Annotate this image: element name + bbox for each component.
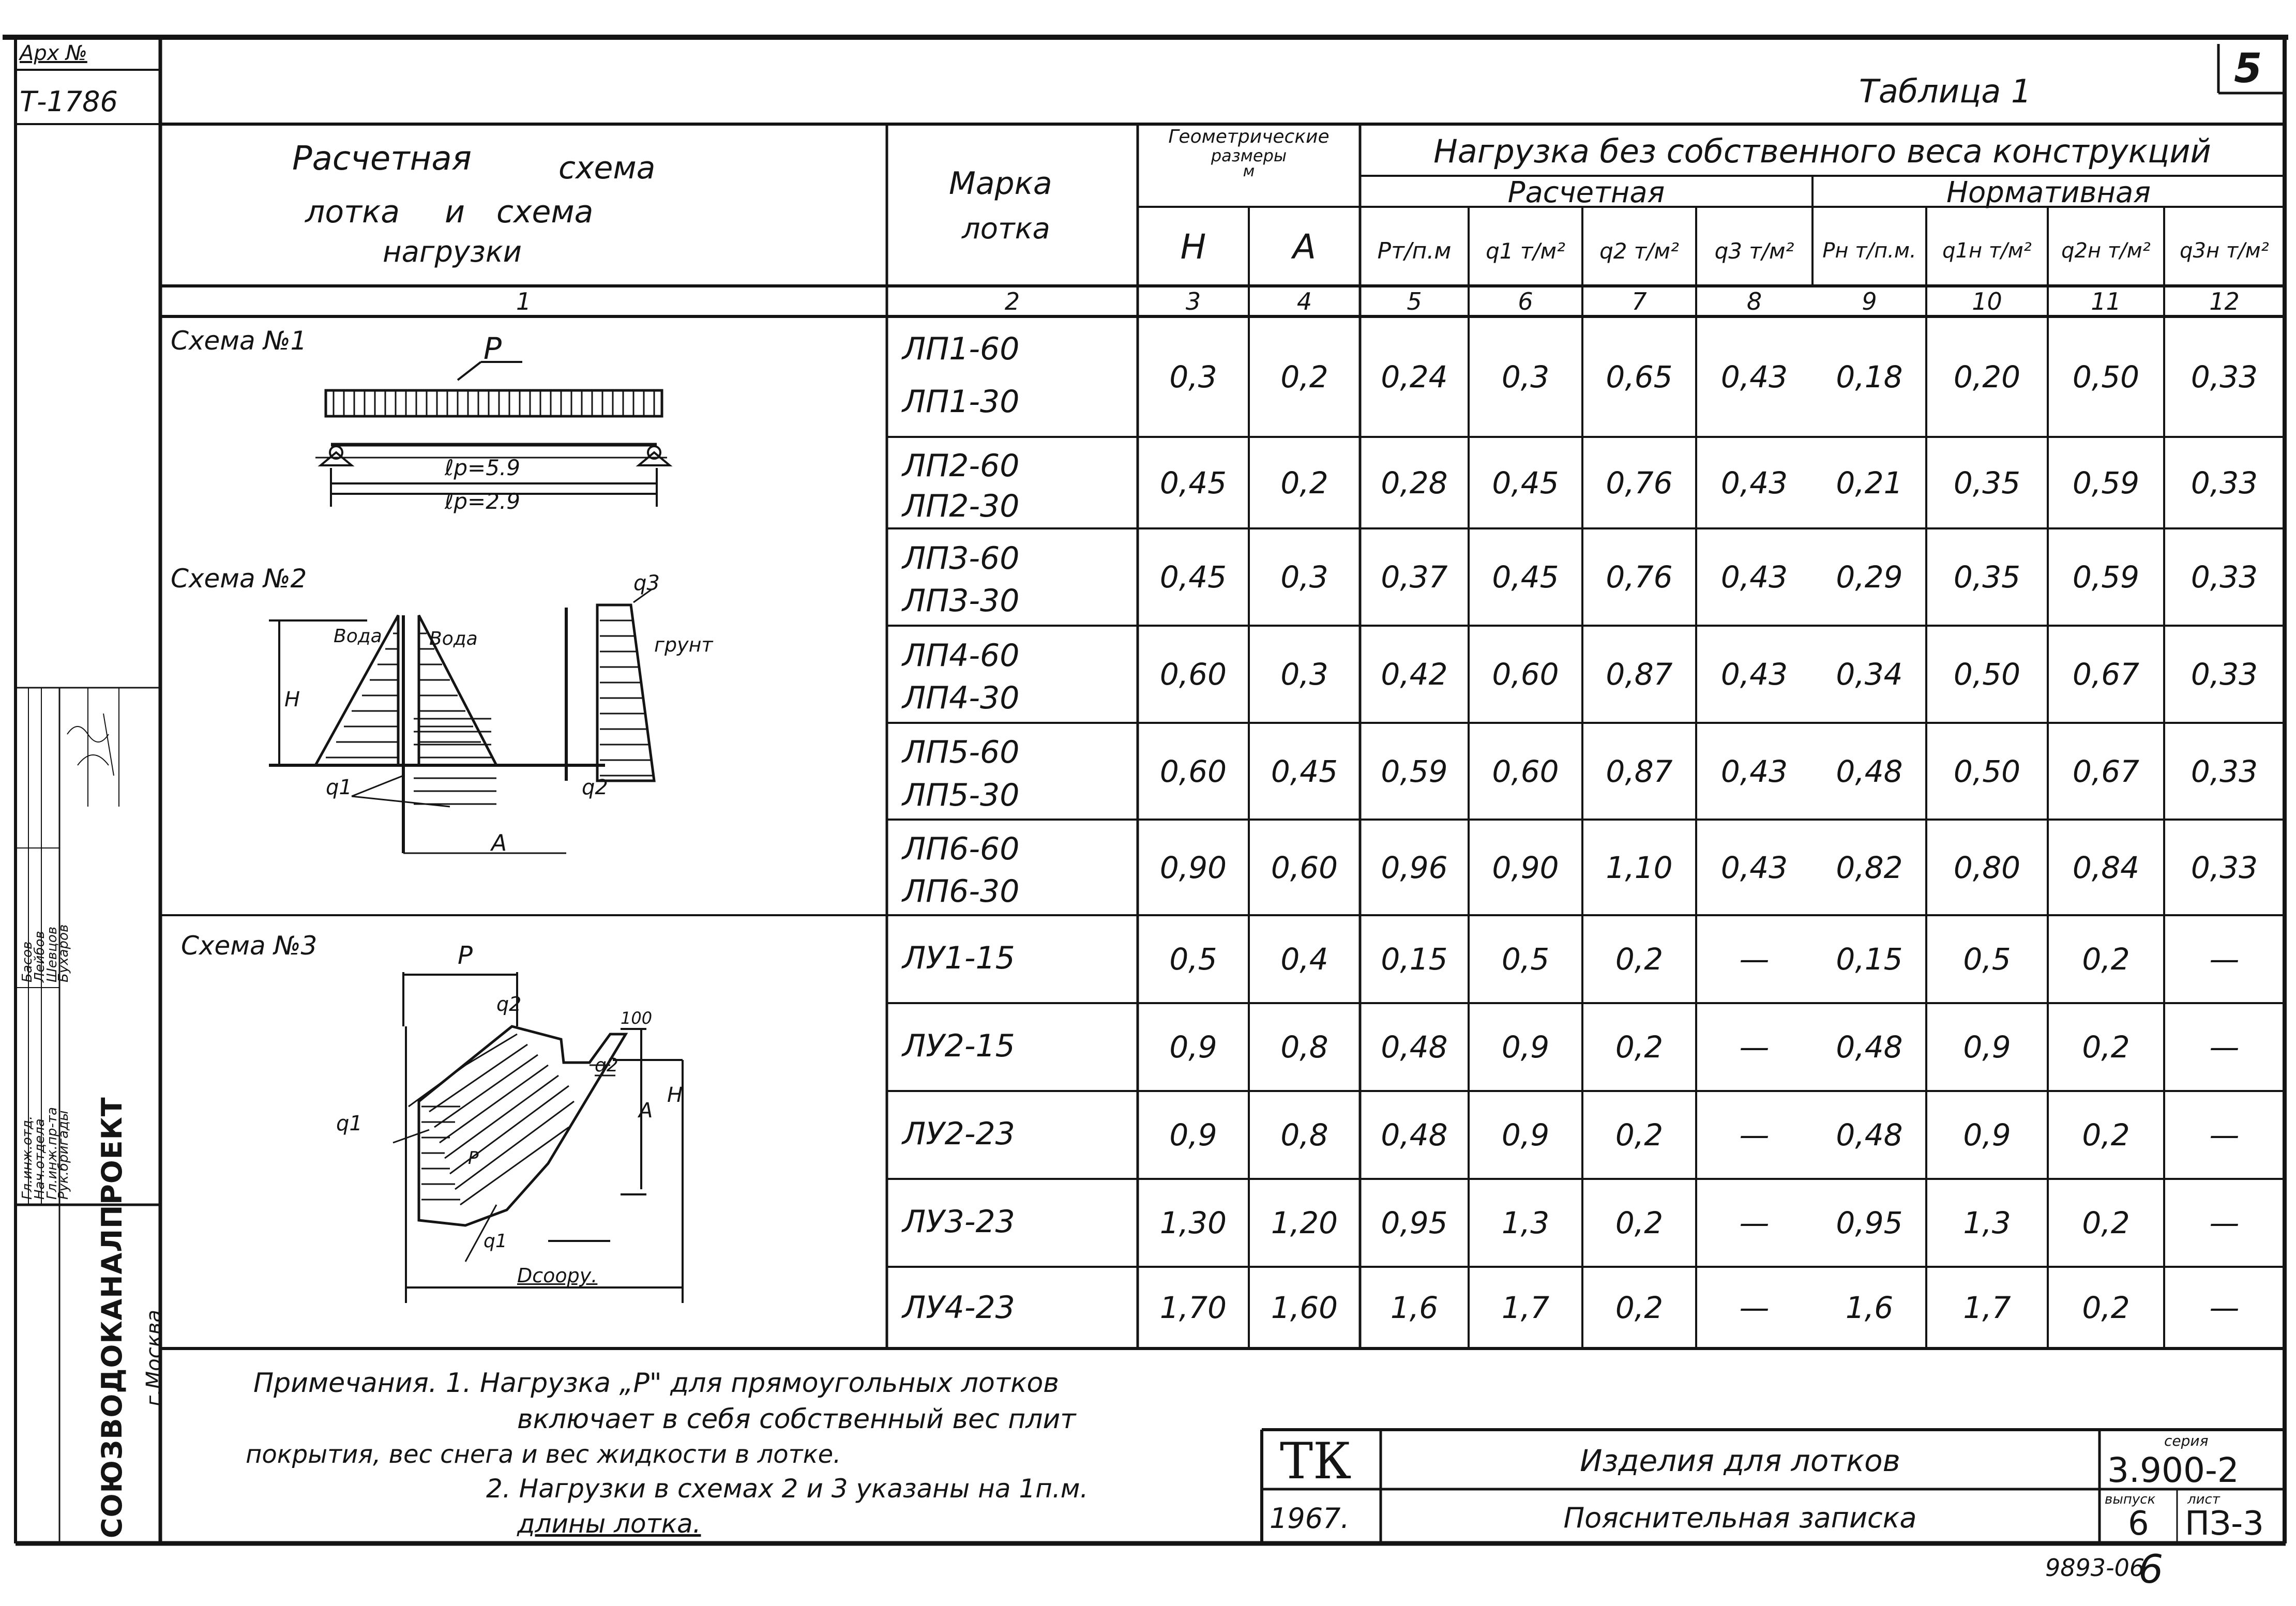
- notes-line-4: 2. Нагрузки в схемах 2 и 3 указаны на 1п.м.: [486, 1474, 1089, 1504]
- stamp-tk: ТК: [1280, 1432, 1352, 1490]
- value-cell-q1: 0,60: [1492, 657, 1559, 692]
- value-cell-q1: 0,60: [1492, 753, 1559, 789]
- stamp-vypusk-label: выпуск: [2105, 1492, 2156, 1507]
- value-cell-q3: 0,43: [1720, 465, 1788, 501]
- signature-role-4: Рук.бригады: [56, 1110, 71, 1200]
- archive-number: Т-1786: [20, 85, 118, 118]
- header-load: Нагрузка без собственного веса конструкций: [1433, 132, 2211, 170]
- value-cell-p: 0,28: [1381, 465, 1448, 501]
- value-cell-A: 0,4: [1280, 942, 1328, 977]
- value-cell-pn: 0,15: [1836, 942, 1903, 977]
- mark-cell: ЛП6-60: [902, 831, 1020, 868]
- scheme-2-title: Схема №2: [171, 564, 307, 594]
- value-cell-q2: 0,2: [1615, 1290, 1664, 1325]
- value-cell-q2: 0,65: [1606, 359, 1673, 395]
- value-cell-A: 0,60: [1271, 850, 1338, 885]
- mark-cell: ЛП6-30: [902, 873, 1020, 910]
- header-scheme-word-5: схема: [496, 194, 594, 230]
- mark-cell: ЛП3-30: [902, 583, 1020, 619]
- value-cell-q1n: 0,50: [1953, 753, 2021, 789]
- header-geometry-3: м: [1243, 162, 1255, 180]
- mark-cell: ЛУ4-23: [902, 1290, 1015, 1326]
- scheme-3-p2: P: [468, 1148, 479, 1169]
- mark-cell: ЛП5-30: [902, 777, 1020, 813]
- value-cell-q1n: 0,35: [1953, 559, 2021, 595]
- stamp-list-label: лист: [2187, 1492, 2220, 1507]
- col-number-3: 3: [1185, 287, 1201, 315]
- value-cell-q2n: 0,2: [2082, 942, 2130, 977]
- value-cell-q2n: 0,50: [2072, 359, 2140, 395]
- footer-code: 9893-06: [2045, 1554, 2145, 1582]
- value-cell-H: 1,70: [1159, 1290, 1227, 1325]
- value-cell-q1n: 0,9: [1963, 1029, 2011, 1065]
- scheme-2-q2: q2: [582, 776, 608, 799]
- value-cell-H: 0,5: [1169, 942, 1217, 977]
- value-cell-q3: —: [1739, 1029, 1770, 1065]
- scheme-2-h: H: [284, 688, 300, 711]
- value-cell-q2: 0,87: [1606, 657, 1673, 692]
- scheme-3-d: Dсоору.: [517, 1264, 598, 1287]
- value-cell-pn: 0,82: [1836, 850, 1903, 885]
- scheme-3-q2-right: q2: [595, 1055, 618, 1076]
- value-cell-q3: 0,43: [1720, 559, 1788, 595]
- value-cell-p: 0,48: [1381, 1029, 1448, 1065]
- col-number-2: 2: [1004, 287, 1020, 315]
- signature-name-4: Бухаров: [56, 924, 71, 982]
- value-cell-H: 0,9: [1169, 1117, 1217, 1153]
- value-cell-q1: 0,90: [1492, 850, 1559, 885]
- stamp-subtitle: Пояснительная записка: [1563, 1501, 1917, 1534]
- stamp-year: 1967.: [1270, 1502, 1350, 1535]
- signature-name-2: Лейбов: [32, 931, 48, 982]
- signature-role-1: Гл.инж.отд.: [20, 1115, 35, 1200]
- header-scheme-word-2: схема: [558, 150, 656, 186]
- value-cell-H: 0,45: [1159, 465, 1227, 501]
- col-number-9: 9: [1862, 287, 1877, 315]
- scheme-3-q2-top: q2: [496, 993, 522, 1016]
- col-number-10: 10: [1972, 287, 2002, 315]
- value-cell-q2n: 0,2: [2082, 1117, 2130, 1153]
- value-cell-p: 0,95: [1381, 1205, 1448, 1240]
- unit-q3: q3 т/м²: [1714, 238, 1794, 264]
- value-cell-A: 0,45: [1271, 753, 1338, 789]
- value-cell-q2n: 0,2: [2082, 1029, 2130, 1065]
- value-cell-q2n: 0,84: [2072, 850, 2140, 885]
- value-cell-q3n: —: [2209, 1029, 2240, 1065]
- value-cell-A: 0,2: [1280, 465, 1328, 501]
- scheme-1-drawing: [315, 362, 670, 507]
- archive-label: Арх №: [20, 41, 87, 65]
- value-cell-q3n: 0,33: [2191, 657, 2258, 692]
- value-cell-H: 0,45: [1159, 559, 1227, 595]
- sheet-number: 5: [2234, 46, 2262, 92]
- value-cell-q2: 0,87: [1606, 753, 1673, 789]
- unit-q3n: q3н т/м²: [2180, 239, 2269, 263]
- mark-cell: ЛП1-60: [902, 330, 1020, 367]
- value-cell-q3n: 0,33: [2191, 753, 2258, 789]
- value-cell-A: 0,8: [1280, 1117, 1328, 1153]
- value-cell-q3: —: [1739, 1117, 1770, 1153]
- value-cell-q3: 0,43: [1720, 753, 1788, 789]
- stamp-title: Изделия для лотков: [1580, 1443, 1900, 1478]
- mark-cell: ЛП1-30: [902, 384, 1020, 420]
- value-cell-A: 1,20: [1271, 1205, 1338, 1240]
- value-cell-q3n: 0,33: [2191, 465, 2258, 501]
- value-cell-q1n: 1,3: [1963, 1205, 2011, 1240]
- value-cell-q1: 0,9: [1501, 1029, 1550, 1065]
- col-number-5: 5: [1407, 287, 1422, 315]
- value-cell-H: 0,90: [1159, 850, 1227, 885]
- stamp-vypusk: 6: [2128, 1505, 2149, 1543]
- header-mark-1: Марка: [949, 165, 1052, 202]
- unit-q1: q1 т/м²: [1486, 238, 1565, 264]
- value-cell-q1n: 0,50: [1953, 657, 2021, 692]
- value-cell-H: 0,60: [1159, 753, 1227, 789]
- value-cell-pn: 1,6: [1845, 1290, 1894, 1325]
- value-cell-q1: 0,5: [1501, 942, 1550, 977]
- page-mark: 6: [2138, 1546, 2164, 1592]
- value-cell-H: 1,30: [1159, 1205, 1227, 1240]
- value-cell-q3: —: [1739, 942, 1770, 977]
- value-cell-q1n: 0,9: [1963, 1117, 2011, 1153]
- value-cell-q2n: 0,2: [2082, 1290, 2130, 1325]
- stamp-seria: 3.900-2: [2107, 1450, 2239, 1490]
- scheme-3-p: P: [458, 941, 473, 970]
- value-cell-q2: 0,76: [1606, 465, 1673, 501]
- col-number-12: 12: [2209, 287, 2240, 315]
- col-number-7: 7: [1632, 287, 1647, 315]
- scheme-2-a: A: [491, 830, 507, 856]
- value-cell-q3: —: [1739, 1205, 1770, 1240]
- unit-q2n: q2н т/м²: [2061, 239, 2151, 263]
- value-cell-q1n: 0,80: [1953, 850, 2021, 885]
- value-cell-q1: 1,3: [1501, 1205, 1550, 1240]
- header-scheme-word-4: и: [445, 194, 465, 230]
- value-cell-p: 0,96: [1381, 850, 1448, 885]
- value-cell-q2: 0,2: [1615, 1205, 1664, 1240]
- unit-H: H: [1180, 227, 1206, 267]
- col-number-11: 11: [2091, 287, 2121, 315]
- notes-line-1: Примечания. 1. Нагрузка „Р" для прямоугольных лотков: [253, 1368, 1059, 1399]
- unit-A: A: [1292, 227, 1317, 267]
- signature-name-1: Басов: [20, 941, 35, 982]
- value-cell-pn: 0,48: [1836, 1029, 1903, 1065]
- value-cell-q2: 0,2: [1615, 942, 1664, 977]
- value-cell-q2n: 0,2: [2082, 1205, 2130, 1240]
- value-cell-H: 0,60: [1159, 657, 1227, 692]
- scheme-3-title: Схема №3: [181, 931, 318, 961]
- header-geometry-2: размеры: [1211, 146, 1287, 165]
- value-cell-p: 0,15: [1381, 942, 1448, 977]
- value-cell-q1: 0,3: [1501, 359, 1550, 395]
- header-mark-2: лотка: [962, 212, 1050, 246]
- col-number-8: 8: [1746, 287, 1762, 315]
- notes-line-3: покрытия, вес снега и вес жидкости в лотке.: [246, 1440, 841, 1469]
- value-cell-q3: —: [1739, 1290, 1770, 1325]
- value-cell-pn: 0,34: [1836, 657, 1903, 692]
- header-geometry-1: Геометрические: [1168, 126, 1330, 147]
- value-cell-p: 1,6: [1390, 1290, 1439, 1325]
- scheme-1-l2: ℓр=2.9: [445, 489, 520, 514]
- value-cell-q1n: 0,35: [1953, 465, 2021, 501]
- mark-cell: ЛУ2-23: [902, 1115, 1015, 1152]
- scheme-3-a: A: [639, 1099, 653, 1123]
- value-cell-q1: 0,45: [1492, 465, 1559, 501]
- value-cell-q2n: 0,67: [2072, 657, 2140, 692]
- stamp-list: ПЗ-3: [2185, 1505, 2264, 1543]
- value-cell-q3n: 0,33: [2191, 559, 2258, 595]
- value-cell-q2: 1,10: [1606, 850, 1673, 885]
- value-cell-q3n: —: [2209, 942, 2240, 977]
- value-cell-q1: 0,9: [1501, 1117, 1550, 1153]
- value-cell-p: 0,24: [1381, 359, 1448, 395]
- unit-q2: q2 т/м²: [1599, 238, 1679, 264]
- value-cell-q3: 0,43: [1720, 850, 1788, 885]
- col-number-6: 6: [1518, 287, 1533, 315]
- value-cell-pn: 0,21: [1836, 465, 1903, 501]
- unit-q1n: q1н т/м²: [1942, 239, 2032, 263]
- value-cell-q2: 0,76: [1606, 559, 1673, 595]
- value-cell-p: 0,37: [1381, 559, 1448, 595]
- header-normative: Нормативная: [1946, 176, 2151, 209]
- notes-line-5: длины лотка.: [517, 1509, 701, 1539]
- mark-cell: ЛП5-60: [902, 734, 1020, 771]
- value-cell-q3n: —: [2209, 1117, 2240, 1153]
- scheme-2-q1: q1: [326, 776, 352, 799]
- value-cell-q1: 1,7: [1501, 1290, 1550, 1325]
- value-cell-q2: 0,2: [1615, 1117, 1664, 1153]
- value-cell-A: 0,8: [1280, 1029, 1328, 1065]
- value-cell-A: 0,2: [1280, 359, 1328, 395]
- mark-cell: ЛП2-30: [902, 488, 1020, 525]
- value-cell-pn: 0,95: [1836, 1205, 1903, 1240]
- value-cell-pn: 0,29: [1836, 559, 1903, 595]
- value-cell-q1n: 0,20: [1953, 359, 2021, 395]
- value-cell-q2: 0,2: [1615, 1029, 1664, 1065]
- value-cell-pn: 0,18: [1836, 359, 1903, 395]
- value-cell-p: 0,59: [1381, 753, 1448, 789]
- value-cell-H: 0,9: [1169, 1029, 1217, 1065]
- scheme-1-title: Схема №1: [171, 326, 307, 356]
- value-cell-p: 0,42: [1381, 657, 1448, 692]
- mark-cell: ЛУ2-15: [902, 1027, 1015, 1064]
- scheme-2-voda-2: Вода: [429, 628, 478, 649]
- scheme-3-q1-bottom: q1: [484, 1231, 507, 1252]
- mark-cell: ЛП2-60: [902, 448, 1020, 484]
- unit-pn: Pн т/п.м.: [1822, 239, 1916, 263]
- header-scheme-word-1: Расчетная: [292, 140, 472, 178]
- value-cell-q2n: 0,67: [2072, 753, 2140, 789]
- value-cell-q1n: 1,7: [1963, 1290, 2011, 1325]
- header-scheme-word-6: нагрузки: [383, 235, 522, 269]
- stamp-seria-label: серия: [2164, 1432, 2209, 1449]
- value-cell-q2n: 0,59: [2072, 559, 2140, 595]
- side-signature-lines: [67, 714, 114, 776]
- value-cell-q3: 0,43: [1720, 359, 1788, 395]
- value-cell-q1: 0,45: [1492, 559, 1559, 595]
- value-cell-q3n: —: [2209, 1205, 2240, 1240]
- scheme-2-voda-1: Вода: [334, 626, 382, 647]
- scheme-2-q3: q3: [633, 571, 660, 595]
- value-cell-H: 0,3: [1169, 359, 1217, 395]
- signature-role-3: Гл.инж.пр-та: [44, 1107, 60, 1200]
- scheme-3-q1: q1: [336, 1112, 362, 1135]
- value-cell-A: 0,3: [1280, 559, 1328, 595]
- value-cell-q3: 0,43: [1720, 657, 1788, 692]
- value-cell-q3n: —: [2209, 1290, 2240, 1325]
- col-number-4: 4: [1296, 287, 1312, 315]
- value-cell-q3n: 0,33: [2191, 850, 2258, 885]
- value-cell-pn: 0,48: [1836, 753, 1903, 789]
- mark-cell: ЛУ3-23: [902, 1203, 1015, 1240]
- header-design: Расчетная: [1507, 176, 1665, 209]
- scheme-3-dim-100: 100: [621, 1008, 653, 1028]
- mark-cell: ЛП4-60: [902, 637, 1020, 674]
- notes-line-2: включает в себя собственный вес плит: [517, 1404, 1076, 1435]
- scheme-1-p: P: [484, 331, 502, 366]
- col-number-1: 1: [516, 287, 532, 315]
- signature-name-3: Шевцов: [44, 926, 60, 982]
- city-name: г.Москва: [142, 1310, 166, 1406]
- mark-cell: ЛП4-30: [902, 680, 1020, 717]
- value-cell-pn: 0,48: [1836, 1117, 1903, 1153]
- unit-p: Pт/п.м: [1377, 237, 1452, 264]
- scheme-1-l1: ℓр=5.9: [445, 455, 520, 480]
- value-cell-A: 0,3: [1280, 657, 1328, 692]
- value-cell-p: 0,48: [1381, 1117, 1448, 1153]
- table-title: Таблица 1: [1859, 72, 2032, 110]
- scheme-2-grunt: грунт: [654, 633, 713, 656]
- organization-name: СОЮЗВОДОКАНАЛПРОЕКТ: [96, 1097, 128, 1538]
- signature-role-2: Нач.отдела: [32, 1118, 48, 1200]
- mark-cell: ЛП3-60: [902, 540, 1020, 577]
- scheme-3-h: H: [667, 1083, 683, 1107]
- value-cell-q3n: 0,33: [2191, 359, 2258, 395]
- value-cell-q1n: 0,5: [1963, 942, 2011, 977]
- value-cell-A: 1,60: [1271, 1290, 1338, 1325]
- header-scheme-word-3: лотка: [305, 194, 400, 230]
- mark-cell: ЛУ1-15: [902, 940, 1015, 976]
- value-cell-q2n: 0,59: [2072, 465, 2140, 501]
